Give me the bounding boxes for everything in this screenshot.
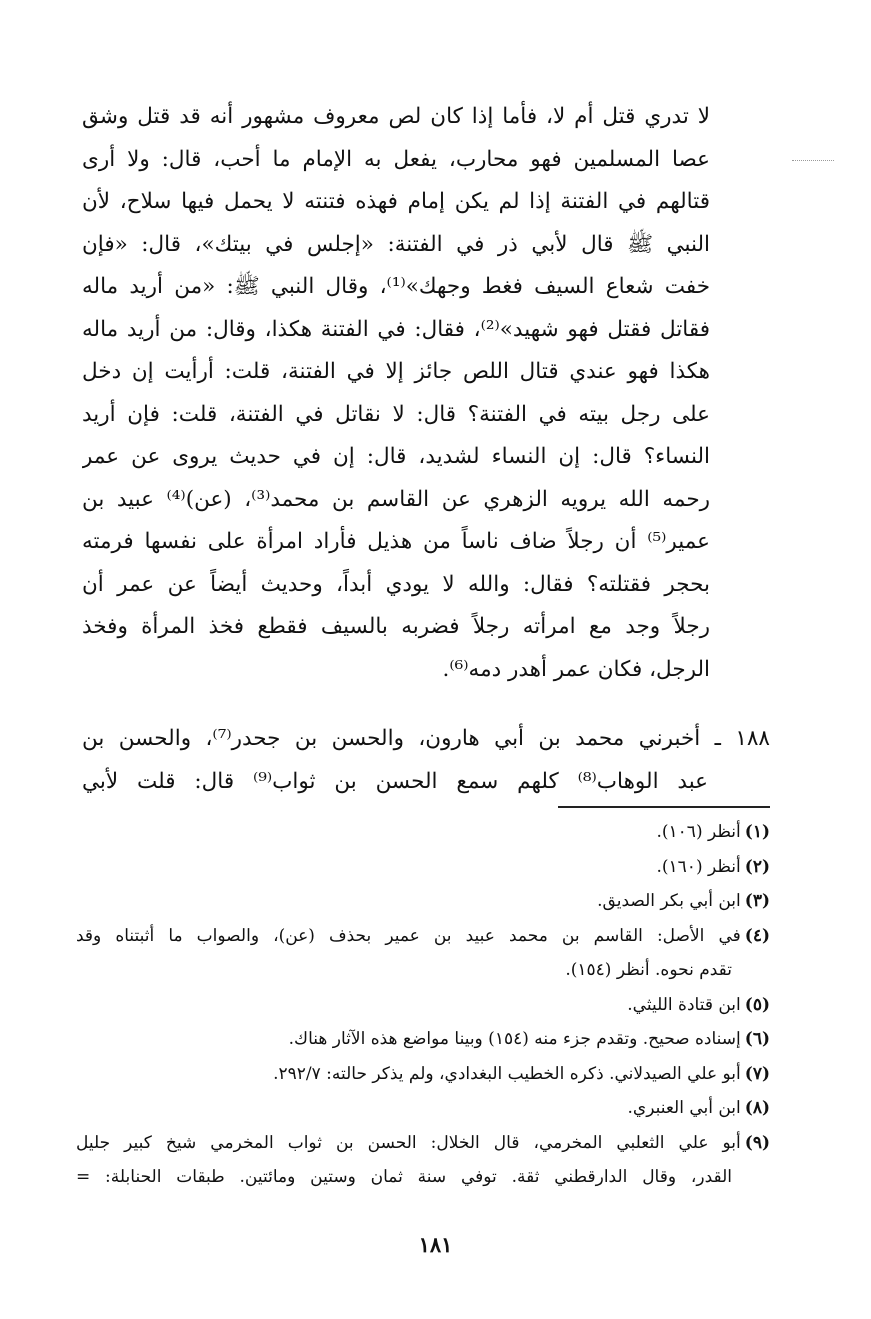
footnote-number: (٧) [744, 1063, 770, 1084]
footnote [76, 1126, 770, 1161]
main-text-line: بحجر فقتلته؟ فقال: والله لا يودي أبداً، وحديث أيضاً عن عمر أن [82, 571, 710, 597]
main-text-line: على رجل بيته في الفتنة؟ قال: لا نقاتل في الفتنة، قلت: فإن أريد [82, 401, 710, 427]
footnote [76, 919, 770, 954]
main-text-block [82, 96, 710, 691]
entry-line: ١٨٨ ـ أخبرني محمد بن أبي هارون، والحسن بن جحدر⁽⁷⁾، والحسن بن [82, 726, 770, 751]
footnote-separator [558, 806, 770, 808]
footnote-number: (١) [744, 822, 770, 842]
main-text-line: فقاتل فقتل فهو شهيد»⁽²⁾، فقال: في الفتنة هكذا، وقال: من أريد ماله [82, 316, 710, 342]
main-text-line: عمير⁽⁵⁾ أن رجلاً ضاف ناساً من هذيل فأراد امرأة على نفسها فرمته [82, 529, 710, 554]
footnote-number: (٣) [744, 891, 770, 911]
footnote-continuation: القدر، وقال الدارقطني ثقة. توفي سنة ثمان وستين ومائتين. طبقات الحنابلة: = [76, 1167, 732, 1187]
footnote [76, 988, 770, 1023]
footnotes [76, 815, 770, 1195]
main-text-line: قتالهم في الفتنة إذا لم يكن إمام فهذه فتنته لا يحمل فيها سلاح، لأن [82, 189, 710, 214]
footnote-text: في الأصل: القاسم بن محمد عبيد بن عمير بحذف (عن)، والصواب ما أثبتناه وقد [76, 925, 741, 946]
footnote-text: أبو علي الصيدلاني. ذكره الخطيب البغدادي، ولم يذكر حالته: ٢٩٢/٧. [273, 1063, 741, 1084]
page-number: ١٨١ [418, 1232, 453, 1257]
footnote-text: أنظر (١٦٠). [656, 856, 741, 877]
footnote [76, 884, 770, 919]
footnote-text: ابن قتادة الليثي. [627, 994, 741, 1015]
footnote-number: (٥) [744, 994, 770, 1015]
main-text-line: رجلاً وجد مع امرأته رجلاً فضربه بالسيف فقطع فخذ المرأة وفخذ [82, 614, 710, 639]
footnote [76, 815, 770, 850]
footnote-text: إسناده صحيح. وتقدم جزء منه (١٥٤) وبينا مواضع هذه الآثار هناك. [288, 1029, 741, 1049]
footnote-text: أنظر (١٠٦). [656, 822, 741, 842]
numbered-entry-188 [82, 718, 770, 803]
footnote-number: (٦) [744, 1029, 770, 1049]
main-text-line: النبي ﷺ قال لأبي ذر في الفتنة: «إجلس في بيتك»، قال: «فإن [82, 231, 710, 257]
main-text-line: هكذا فهو عندي قتال اللص جائز إلا في الفتنة، قلت: أرأيت إن دخل [82, 359, 710, 384]
footnote [76, 1091, 770, 1126]
main-text-line: النساء؟ قال: إن النساء لشديد، قال: إن في حديث يروى عن عمر [82, 444, 710, 469]
footnote-number: (٩) [744, 1132, 770, 1153]
main-text-line: خفت شعاع السيف فغط وجهك»⁽¹⁾، وقال النبي ﷺ: «من أريد ماله [82, 274, 710, 299]
main-text-line: لا تدري قتل أم لا، فأما إذا كان لص معروف مشهور أنه قد قتل وشق [82, 104, 710, 129]
main-text-line: رحمه الله يرويه الزهري عن القاسم بن محمد⁽³⁾، (عن)⁽⁴⁾ عبيد بن [82, 486, 710, 512]
footnote-text: أبو علي الثعلبي المخرمي، قال الخلال: الحسن بن ثواب المخرمي شيخ كبير جليل [76, 1132, 741, 1153]
footnote-text: ابن أبي بكر الصديق. [597, 891, 741, 911]
footnote [76, 850, 770, 885]
footnote-text: ابن أبي العنبري. [627, 1098, 741, 1118]
main-text-line: عصا المسلمين فهو محارب، يفعل به الإمام ما أحب، قال: ولا أرى [82, 146, 710, 172]
entry-line: عبد الوهاب⁽⁸⁾ كلهم سمع الحسن بن ثواب⁽⁹⁾ قال: قلت لأبي [82, 768, 709, 794]
footnote [76, 1022, 770, 1057]
footnote-continuation: تقدم نحوه. أنظر (١٥٤). [565, 960, 732, 980]
footnote [76, 1057, 770, 1092]
main-text-line: الرجل، فكان عمر أهدر دمه⁽⁶⁾. [442, 656, 710, 682]
footnote-number: (٨) [744, 1098, 770, 1118]
footnote-number: (٢) [744, 856, 770, 877]
footnote-number: (٤) [744, 925, 770, 946]
margin-dots [792, 160, 834, 161]
